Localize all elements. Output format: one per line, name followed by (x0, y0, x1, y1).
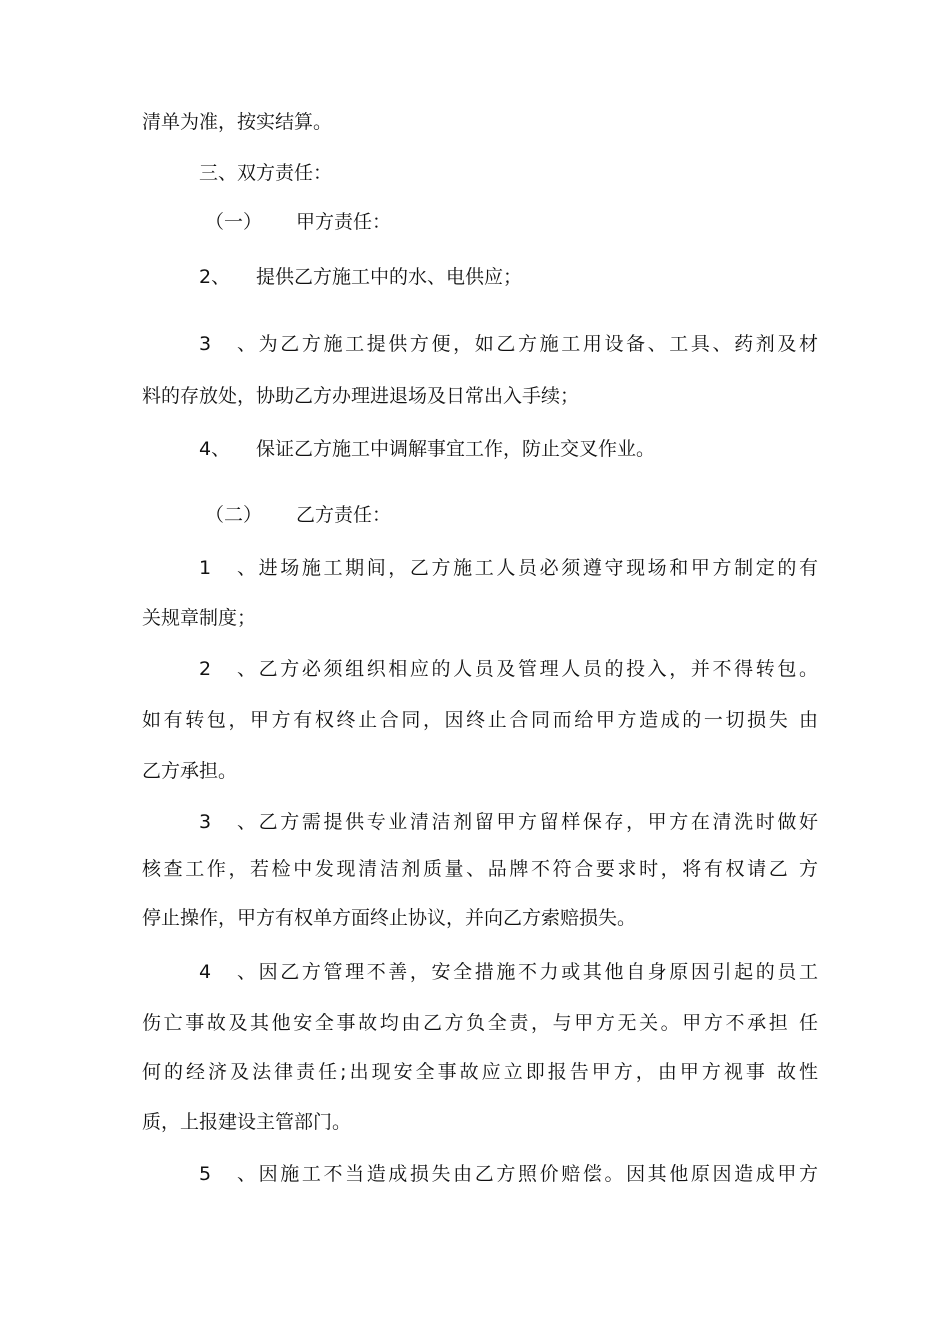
list-item (199, 264, 522, 290)
item-text: 为乙方施工提供方便，如乙方施工用设备、工具、药剂及材 (256, 333, 818, 355)
list-item (199, 809, 818, 835)
item-number: 2、 (199, 658, 256, 680)
paragraph-line: 乙方承担。 (142, 760, 238, 782)
item-number: 4、 (199, 438, 231, 460)
subsection-title: 甲方责任： (296, 211, 392, 233)
item-number: 1、 (199, 557, 256, 579)
list-item (199, 436, 655, 462)
list-item (199, 959, 818, 985)
subsection-title: 乙方责任： (296, 504, 392, 526)
paragraph-line: 核查工作，若检中发现清洁剂质量、品牌不符合要求时，将有权请乙 方 (142, 858, 818, 880)
subsection-number: （一） (205, 211, 263, 233)
subsection-number: （二） (205, 504, 263, 526)
section-heading: 三、双方责任： (199, 162, 333, 184)
list-item (199, 1161, 818, 1187)
paragraph-line: 停止操作，甲方有权单方面终止协议，并向乙方索赔损失。 (142, 907, 637, 929)
subsection-heading (205, 209, 391, 235)
item-number: 5、 (199, 1163, 256, 1185)
item-text: 提供乙方施工中的水、电供应； (256, 266, 523, 288)
item-text: 保证乙方施工中调解事宜工作，防止交叉作业。 (256, 438, 656, 460)
paragraph-line: 伤亡事故及其他安全事故均由乙方负全责，与甲方无关。甲方不承担 任 (142, 1012, 818, 1034)
paragraph-line: 料的存放处，协助乙方办理进退场及日常出入手续； (142, 385, 580, 407)
list-item (199, 331, 818, 357)
item-text: 乙方必须组织相应的人员及管理人员的投入，并不得转包。 (256, 658, 818, 680)
subsection-heading (205, 502, 391, 528)
item-number: 4、 (199, 961, 256, 983)
paragraph-line: 如有转包，甲方有权终止合同，因终止合同而给甲方造成的一切损失 由 (142, 709, 818, 731)
item-number: 3、 (199, 333, 256, 355)
item-number: 3、 (199, 811, 256, 833)
item-text: 因施工不当造成损失由乙方照价赔偿。因其他原因造成甲方 (256, 1163, 818, 1185)
paragraph-line: 清单为准，按实结算。 (142, 111, 333, 133)
item-number: 2、 (199, 266, 231, 288)
list-item (199, 656, 818, 682)
paragraph-line: 质，上报建设主管部门。 (142, 1111, 352, 1133)
item-text: 进场施工期间，乙方施工人员必须遵守现场和甲方制定的有 (256, 557, 818, 579)
paragraph-line: 何的经济及法律责任;出现安全事故应立即报告甲方，由甲方视事 故性 (142, 1061, 818, 1083)
item-text: 乙方需提供专业清洁剂留甲方留样保存，甲方在清洗时做好 (256, 811, 818, 833)
list-item (199, 555, 818, 581)
item-text: 因乙方管理不善，安全措施不力或其他自身原因引起的员工 (256, 961, 818, 983)
paragraph-line: 关规章制度； (142, 607, 257, 629)
